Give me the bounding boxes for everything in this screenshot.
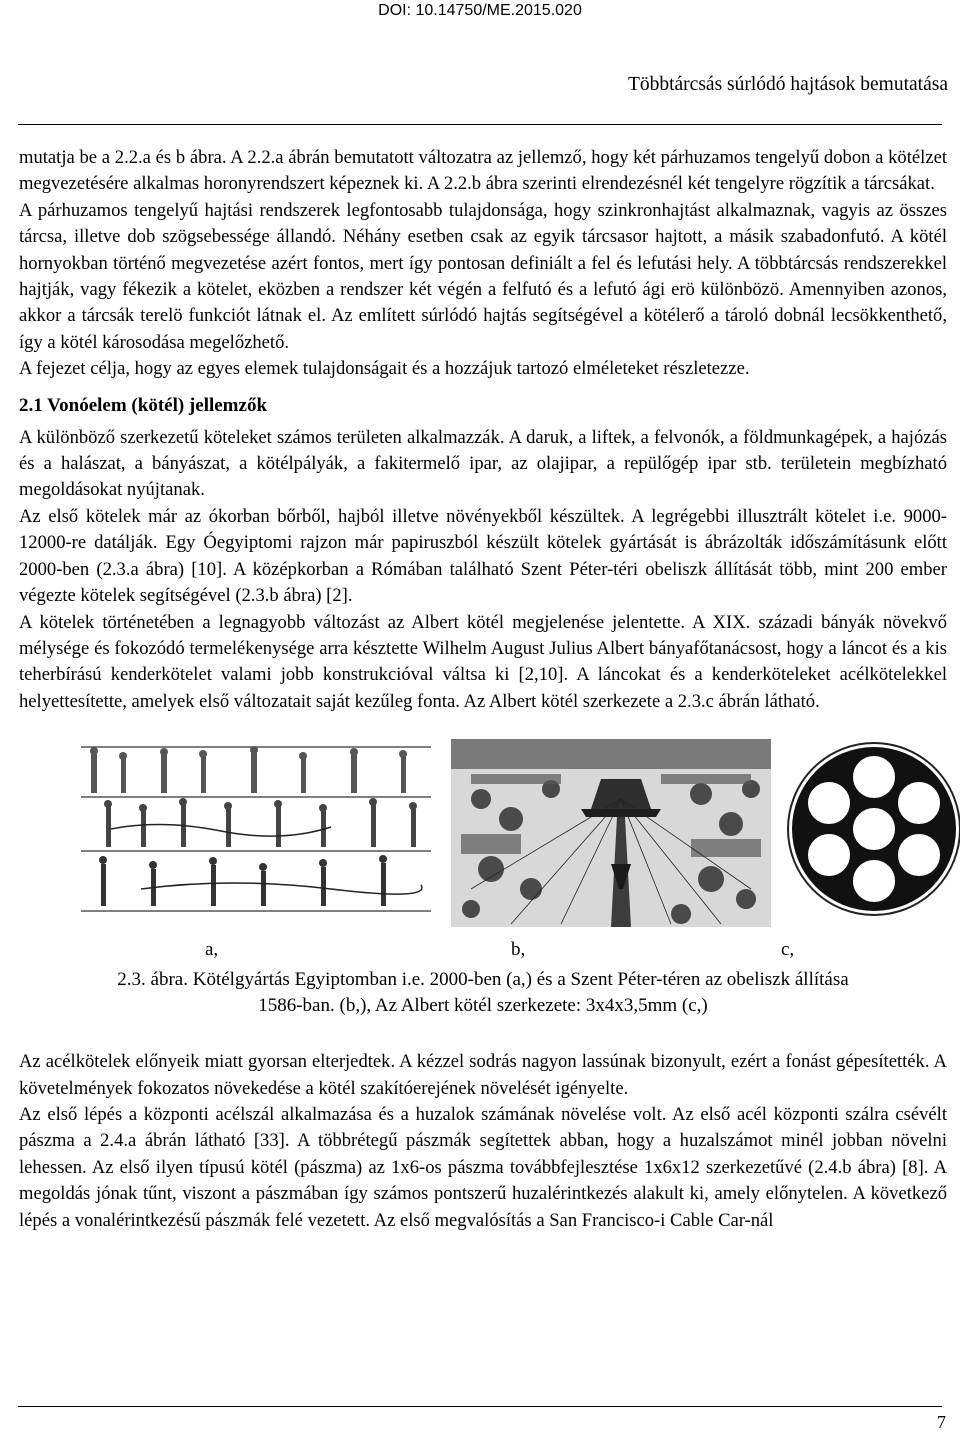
section-title: 2.1 Vonóelem (kötél) jellemzők	[19, 394, 268, 416]
figure-caption	[19, 967, 947, 1019]
figure-label-a: a,	[205, 939, 219, 961]
paragraph-intro-3: A fejezet célja, hogy az egyes elemek tulajdonságait és a hozzájuk tartozó elméleteket részletezze.	[19, 358, 750, 380]
paragraph-section-3: A kötelek történetében a legnagyobb változást az Albert kötél megjelenése jelentette. A XIX. századi bányák növekvő mélysége és fokozódó termelékenysége arra késztette Wilhelm August Julius Albert bányafőtanácsost, hogy a láncot és a kis teherbírású kenderkötelet valami jobb konstrukcióval váltsa ki [2,10]. A láncokat és a kenderköteleket acélkötelekkel helyettesítette, amelyek első változatait saját kezűleg fonta. Az Albert kötél szerkezete a 2.3.c ábrán látható.	[19, 611, 947, 712]
paragraph-after-2: Az első lépés a központi acélszál alkalmazása és a huzalok számának növelése volt. Az első acél központi szálra csévélt pászma a 2.4.a ábrán látható [33]. A többrétegű pászmák segítettek abban, hogy a huzalszámot minél jobban növelni lehessen. Az első ilyen típusú kötél (pászma) az 1x6-os pászma továbbfejlesztése 1x6x12 szerkezetűvé (2.4.b ábra) [8]. A megoldás jónak tűnt, viszont a pászmában így számos pontszerű huzalérintkezés alakult ki, amely előnytelen. A következő lépés a vonalérintkezésű pászmák felé vezetett. Az első megvalósítás a San Francisco-i Cable Car-nál	[19, 1103, 947, 1231]
figure-caption-line-1: 2.3. ábra. Kötélgyártás Egyiptomban i.e. 2000-ben (a,) és a Szent Péter-téren az obeliszk állítása	[117, 969, 849, 991]
figure-label-b: b,	[511, 939, 526, 961]
running-title: Többtárcsás súrlódó hajtások bemutatása	[627, 74, 948, 95]
paragraph-section-1: A különböző szerkezetű köteleket számos területen alkalmazzák. A daruk, a liftek, a felvonók, a földmunkagépek, a hajózás és a halászat, a bányászat, a kötélpályák, a fakitermelő ipar, az olajipar, a repülőgép ipar stb. területein megbízható megoldásokat nyújtanak.	[19, 426, 947, 501]
figure-sublabels	[19, 937, 947, 967]
obelisk-raising-drawing	[451, 739, 771, 927]
paragraph-after-1: Az acélkötelek előnyeik miatt gyorsan elterjedtek. A kézzel sodrás nagyon lassúnak bizonyult, ezért a fonást gépesítették. A követelmények fokozatos növekedése a kötél szakítóerejének növelését igényelte.	[19, 1051, 947, 1099]
doi-header: DOI: 10.14750/ME.2015.020	[378, 2, 582, 19]
paragraph-intro-1: mutatja be a 2.2.a és b ábra. A 2.2.a ábrán bemutatott változatra az jellemző, hogy két párhuzamos tengelyű dobon a kötélzet megvezetésére alkalmas horonyrendszert képeznek ki. A 2.2.b ábra szerinti elrendezésnél két tengelyre rögzítik a tárcsákat.	[19, 147, 947, 195]
figure-row	[19, 739, 947, 927]
paragraph-intro-2: A párhuzamos tengelyű hajtási rendszerek legfontosabb tulajdonsága, hogy szinkronhajtást alkalmaznak, vagyis az összes tárcsa, illetve dob szögsebessége állandó. Néhány esetben csak az egyik tárcsasor hajtott, a másik szabadonfutó. A kötél hornyokban történő megvezetése azért fontos, mert így pontosan definiált a fel és lefutási hely. A többtárcsás rendszerekkel hajtják, vagy fékezik a kötelet, eközben a rendszer két végén a felfutó és a lefutó ági erö különbözö. Amennyiben azonos, akkor a tárcsák terelö funkciót látnak el. Az említett súrlódó hajtás segítségével a kötélerő a tároló dobnál lecsökkenthető, így a kötél károsodása megelőzhető.	[19, 199, 947, 353]
page-content	[19, 145, 947, 1234]
paragraph-section-2: Az első kötelek már az ókorban bőrből, hajból illetve növényekből készültek. A legrégebbi illusztrált kötelet i.e. 9000-12000-re datálják. Egy Óegyiptomi rajzon már papiruszból készült kötelek gyártását is ábrázolták időszámításunk előtt 2000-ben (2.3.a ábra) [10]. A középkorban a Rómában található Szent Péter-téri obeliszk állítását több, mint 200 ember végezte kötelek segítségével (2.3.b ábra) [2].	[19, 505, 947, 607]
albert-rope-cross-section	[784, 739, 960, 919]
figure-label-c: c,	[781, 939, 795, 961]
footer-rule	[18, 1406, 942, 1407]
page-number: 7	[937, 1412, 946, 1432]
figure-caption-line-2: 1586-ban. (b,), Az Albert kötél szerkezete: 3x4x3,5mm (c,)	[258, 995, 708, 1017]
header-rule	[18, 124, 942, 125]
egyptian-rope-drawing	[81, 739, 431, 919]
